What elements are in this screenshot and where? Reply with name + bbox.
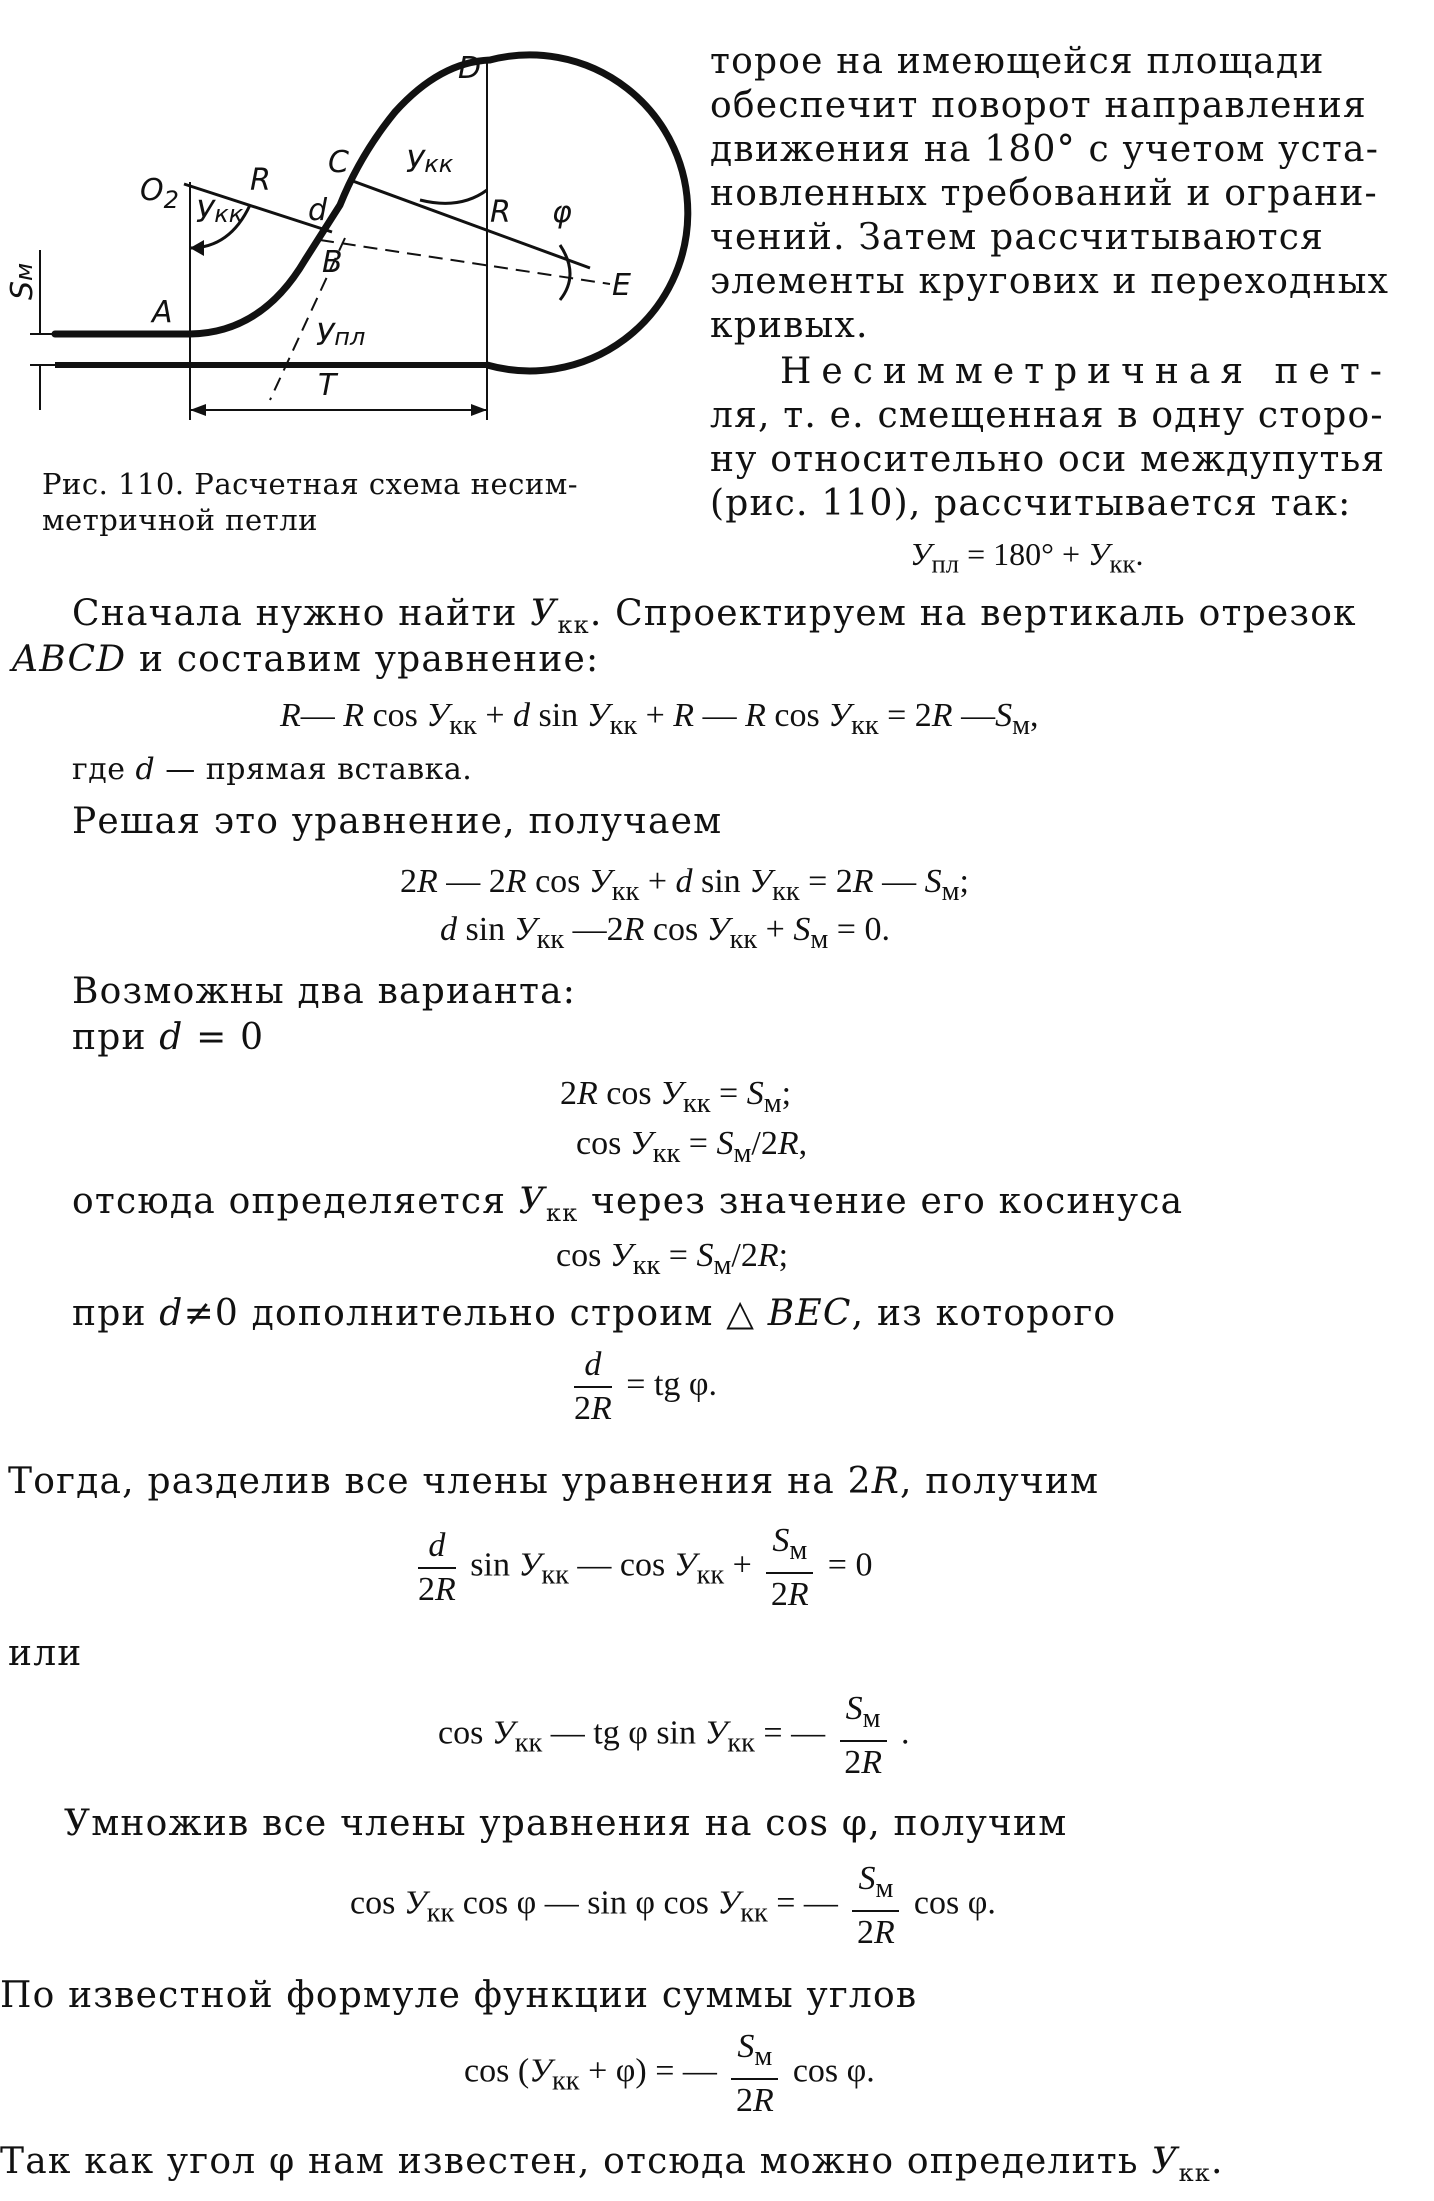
angle-arc-phi bbox=[560, 245, 570, 300]
loop-diagram bbox=[0, 0, 720, 440]
label-t: T bbox=[318, 368, 337, 403]
eq-cos: $\cos У_{кк} = S_м/2R$; bbox=[556, 1237, 789, 1281]
p-dn0: при d≠0 дополнительно строим △ BEC, из которого bbox=[72, 1293, 1117, 1334]
label-o2: $O_2$ bbox=[140, 173, 179, 214]
label-e: E bbox=[612, 268, 631, 303]
p-final: Так как угол φ нам известен, отсюда можно определить $У_{кк}$. bbox=[0, 2141, 1224, 2188]
label-ykk-center: Укк bbox=[406, 145, 454, 180]
angle-arc-center bbox=[420, 190, 487, 203]
p-find-1: Сначала нужно найти $У_{кк}$. Спроектируем на вертикаль отрезок bbox=[72, 593, 1357, 640]
label-c: C bbox=[328, 145, 349, 180]
label-a: A bbox=[152, 295, 173, 330]
eq-d0-2: $\cos У_{кк} = S_м/2R$, bbox=[576, 1125, 808, 1169]
eq-mult: $\cos У_{кк}$ cos φ — sin φ $\cos У_{кк}$ = — $\frac{S_м}{2R}$ cos φ. bbox=[350, 1860, 996, 1951]
right-line-9: ну относительно оси междупутья bbox=[710, 439, 1386, 480]
right-line-1: торое на имеющейся площади bbox=[710, 41, 1325, 82]
right-line-6: элементы кругових и переходных bbox=[710, 261, 1390, 302]
right-line-2: обеспечит поворот направления bbox=[710, 85, 1367, 126]
dashed-b-e bbox=[320, 240, 610, 284]
note-d: где d — прямая вставка. bbox=[72, 752, 473, 787]
eq-solve-2: d $\sin У_{кк}$ —2R $\cos У_{кк} + S_м = 0$. bbox=[440, 911, 890, 955]
eq-tg: $\frac{d}{2R}$ = tg φ. bbox=[574, 1346, 718, 1427]
label-s-m: Sм bbox=[5, 262, 40, 300]
heading-nonsymmetric: Несимметричная пет- bbox=[780, 351, 1392, 392]
figure-caption-line1: Рис. 110. Расчетная схема несим- bbox=[42, 467, 579, 501]
t-arrow-right bbox=[471, 404, 487, 416]
p-d0: при d = 0 bbox=[72, 1017, 265, 1058]
p-cosine: отсюда определяется $У_{кк}$ через значение его косинуса bbox=[72, 1181, 1184, 1228]
right-line-8: ля, т. е. смещенная в одну сторо- bbox=[710, 395, 1384, 436]
right-line-5: чений. Затем рассчитываются bbox=[710, 217, 1324, 258]
label-d-seg: d bbox=[308, 193, 328, 228]
eq-solve-1: 2R — 2R $\cos У_{кк} + d$ $\sin У_{кк} = 2R$ — $S_м$; bbox=[400, 863, 969, 907]
p-mult: Умножив все члены уравнения на cos φ, получим bbox=[64, 1803, 1068, 1844]
right-line-3: движения на 180° с учетом уста- bbox=[710, 129, 1380, 170]
right-line-7: кривых. bbox=[710, 305, 869, 346]
eq-sum: $\cos (У_{кк} + \varphi)$ = — $\frac{S_м}{2R}$ cos φ. bbox=[464, 2028, 875, 2119]
eq-or: $\cos У_{кк}$ — tg φ $\sin У_{кк}$ = — $\frac{S_м}{2R}$ . bbox=[438, 1690, 910, 1781]
p-known: По известной формуле функции суммы углов bbox=[0, 1975, 918, 2016]
eq-ypl: $У_{пл} = 180^\circ + У_{кк}$. bbox=[910, 536, 1144, 579]
p-find-2: ABCD и составим уравнение: bbox=[12, 639, 600, 680]
label-r1: R bbox=[250, 163, 271, 198]
p-or: или bbox=[8, 1633, 83, 1674]
t-arrow-left bbox=[190, 404, 206, 416]
label-r2: R bbox=[490, 195, 511, 230]
p-divide: Тогда, разделив все члены уравнения на 2R, получим bbox=[8, 1461, 1100, 1502]
arrow-head bbox=[190, 240, 204, 256]
p-variants: Возможны два варианта: bbox=[72, 971, 577, 1012]
figure-caption-line2: метричной петли bbox=[42, 503, 318, 537]
eq-d0-1: 2R $\cos У_{кк} = S_м$; bbox=[560, 1075, 792, 1119]
p-solve: Решая это уравнение, получаем bbox=[72, 801, 723, 842]
right-line-10: (рис. 110), рассчитывается так: bbox=[710, 483, 1352, 524]
label-ypl: Упл bbox=[316, 318, 366, 353]
eq-main: R— R $\cos У_{кк} + d$ $\sin У_{кк} + R$ — R $\cos У_{кк} = 2R$ $—S_м$, bbox=[280, 697, 1039, 741]
label-b: B bbox=[322, 245, 343, 280]
label-ykk-o2: Укк bbox=[196, 195, 244, 230]
eq-div: $\frac{d}{2R}$ $\sin У_{кк}$ — $\cos У_{кк}$ + $\frac{S_м}{2R}$ = 0 bbox=[418, 1522, 873, 1613]
label-d-point: D bbox=[458, 51, 482, 86]
right-line-4: новленных требований и ограни- bbox=[710, 173, 1378, 214]
label-phi: φ bbox=[552, 195, 572, 230]
